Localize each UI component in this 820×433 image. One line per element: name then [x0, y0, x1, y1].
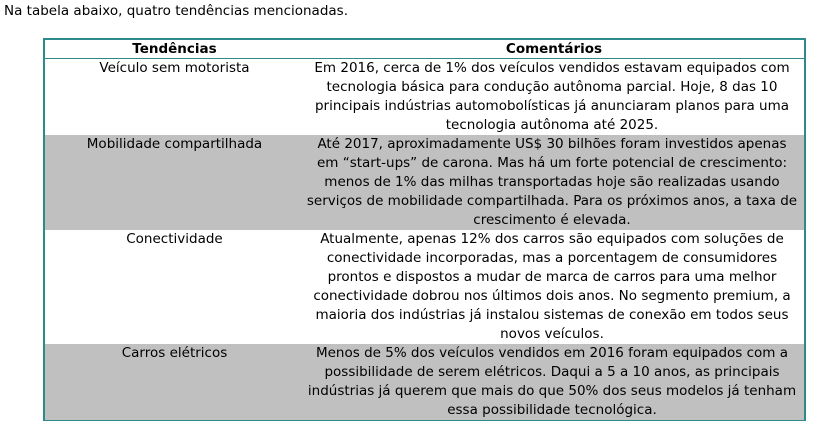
intro-text: Na tabela abaixo, quatro tendências mencionadas. — [4, 3, 348, 19]
trend-cell: Carros elétricos — [45, 344, 304, 420]
comment-cell: Até 2017, aproximadamente US$ 30 bilhões foram investidos apenas em “start-ups” de carona. Mas há um forte potencial de crescimento: menos de 1% das milhas transportadas hoje são realizadas usando serviços de mobilidade compartilhada. Para os próximos anos, a taxa de crescimento é elevada. — [304, 135, 804, 230]
comment-cell: Atualmente, apenas 12% dos carros são equipados com soluções de conectividade incorporadas, mas a porcentagem de consumidores prontos e dispostos a mudar de marca de carros para uma melhor conectividade dobrou nos últimos dois anos. No segmento premium, a maioria dos indústrias já instalou sistemas de conexão em todos seus novos veículos. — [313, 231, 791, 342]
table-row — [45, 344, 804, 420]
trend-cell: Mobilidade compartilhada — [45, 135, 304, 230]
header-comments: Comentários — [304, 40, 804, 59]
trend-cell: Conectividade — [126, 231, 223, 247]
trends-table — [45, 40, 804, 420]
table-header-row — [45, 40, 804, 59]
trend-cell: Veículo sem motorista — [99, 60, 250, 76]
table-row — [45, 135, 804, 230]
table-row — [45, 230, 804, 344]
comment-cell: Em 2016, cerca de 1% dos veículos vendidos estavam equipados com tecnologia básica para condução autônoma parcial. Hoje, 8 das 10 principais indústrias automobolísticas já anunciaram planos para uma tecnologia autônoma até 2025. — [314, 60, 790, 133]
trends-table-container — [43, 38, 806, 421]
comment-cell: Menos de 5% dos veículos vendidos em 2016 foram equipados com a possibilidade de serem elétricos. Daqui a 5 a 10 anos, as principais indústrias já querem que mais do que 50% dos seus modelos já tenham essa possibilidade tecnológica. — [304, 344, 804, 420]
table-row — [45, 59, 804, 136]
header-trends: Tendências — [45, 40, 304, 59]
